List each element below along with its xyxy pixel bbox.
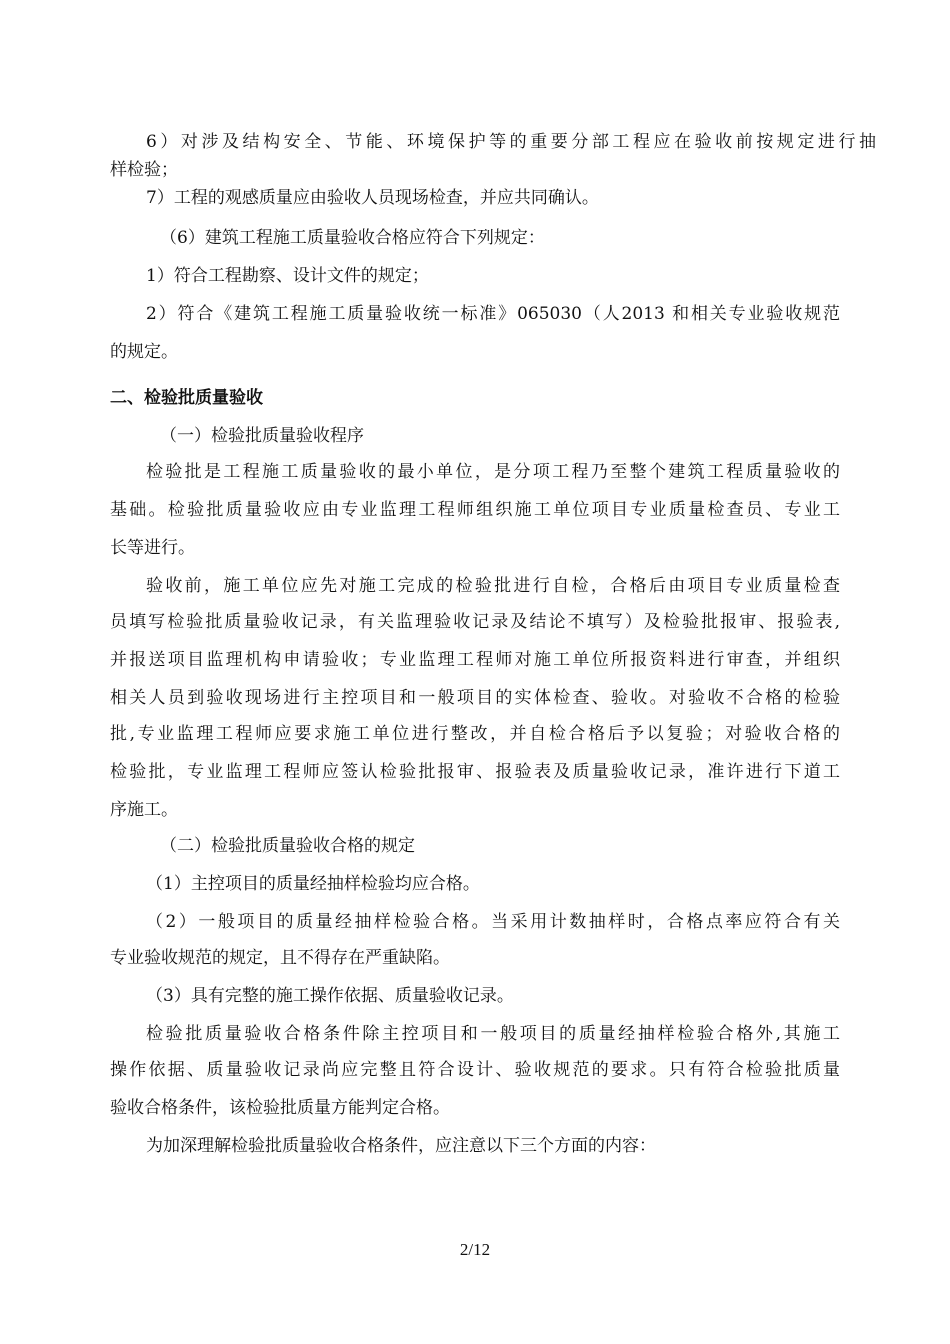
paragraph-line: 并报送项目监理机构申请验收；专业监理工程师对施工单位所报资料进行审查，并组织 — [110, 650, 840, 670]
paragraph-line: 为加深理解检验批质量验收合格条件，应注意以下三个方面的内容： — [146, 1136, 656, 1156]
paragraph-line: 检验批，专业监理工程师应签认检验批报审、报验表及质量验收记录，准许进行下道工 — [110, 762, 840, 782]
paragraph-line: 样检验； — [110, 160, 178, 180]
list-item: （3）具有完整的施工操作依据、质量验收记录。 — [146, 986, 514, 1006]
paragraph-line: 验收合格条件，该检验批质量方能判定合格。 — [110, 1098, 450, 1118]
list-item: （1）主控项目的质量经抽样检验均应合格。 — [146, 874, 480, 894]
paragraph-line: 相关人员到验收现场进行主控项目和一般项目的实体检查、验收。对验收不合格的检验 — [110, 688, 840, 708]
subsection-heading: （一）检验批质量验收程序 — [160, 426, 364, 446]
paragraph-line: 批,专业监理工程师应要求施工单位进行整改，并自检合格后予以复验；对验收合格的 — [110, 724, 840, 744]
subsection-heading: （二）检验批质量验收合格的规定 — [160, 836, 415, 856]
paragraph-line: 检验批质量验收合格条件除主控项目和一般项目的质量经抽样检验合格外,其施工 — [146, 1024, 840, 1044]
paragraph-line: 2）符合《建筑工程施工质量验收统一标准》065030（人2013 和相关专业验收规范 — [146, 304, 840, 324]
paragraph-line: 6）对涉及结构安全、节能、环境保护等的重要分部工程应在验收前按规定进行抽 — [146, 132, 876, 152]
section-heading: 二、检验批质量验收 — [110, 388, 263, 408]
paragraph-line: 员填写检验批质量验收记录，有关监理验收记录及结论不填写）及检验批报审、报验表, — [110, 612, 840, 632]
paragraph-line: 专业验收规范的规定，且不得存在严重缺陷。 — [110, 948, 450, 968]
paragraph-line: 1）符合工程勘察、设计文件的规定； — [146, 266, 429, 286]
paragraph-line: 操作依据、质量验收记录尚应完整且符合设计、验收规范的要求。只有符合检验批质量 — [110, 1060, 840, 1080]
paragraph-line: 检验批是工程施工质量验收的最小单位，是分项工程乃至整个建筑工程质量验收的 — [146, 462, 840, 482]
paragraph-line: 验收前，施工单位应先对施工完成的检验批进行自检，合格后由项目专业质量检查 — [146, 576, 840, 596]
paragraph-line: （6）建筑工程施工质量验收合格应符合下列规定： — [160, 228, 545, 248]
paragraph-line: 7）工程的观感质量应由验收人员现场检查，并应共同确认。 — [146, 188, 599, 208]
paragraph-line: 基础。检验批质量验收应由专业监理工程师组织施工单位项目专业质量检查员、专业工 — [110, 500, 840, 520]
page-number: 2/12 — [459, 1240, 491, 1259]
paragraph-line: 序施工。 — [110, 800, 178, 820]
list-item: （2）一般项目的质量经抽样检验合格。当采用计数抽样时，合格点率应符合有关 — [146, 912, 840, 932]
paragraph-line: 长等进行。 — [110, 538, 195, 558]
paragraph-line: 的规定。 — [110, 342, 178, 362]
